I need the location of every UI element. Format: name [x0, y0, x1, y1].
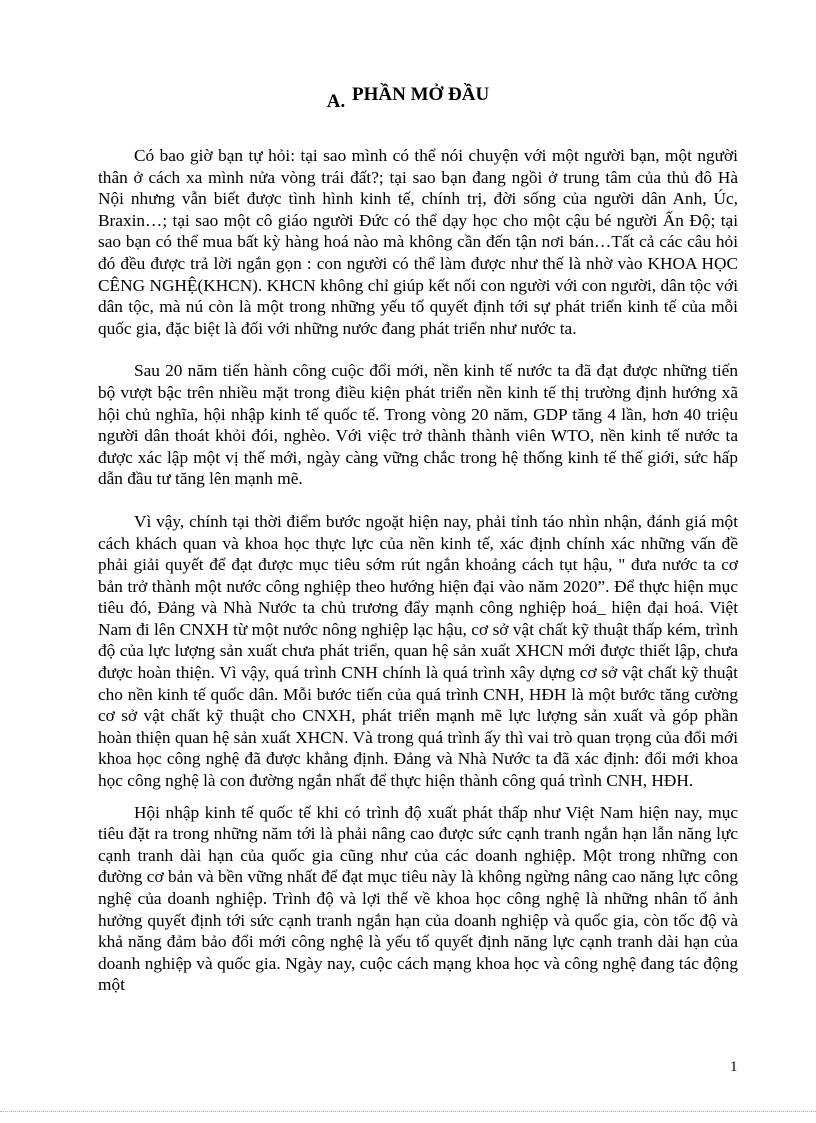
- page-break-divider: [0, 1111, 816, 1112]
- section-number: A.: [326, 91, 346, 112]
- paragraph: Sau 20 năm tiến hành công cuộc đổi mới, nền kinh tế nước ta đã đạt được những tiến bộ vượt bậc trên nhiều mặt trong điều kiện phát triển nền kinh tế thị trường định hướng xã hội chủ nghĩa, hội nhập kinh tế quốc tế. Trong vòng 20 năm, GDP tăng 4 lần, hơn 40 triệu người dân thoát khỏi đói, nghèo. Với việc trở thành thành viên WTO, nền kinh tế nước ta được xác lập một vị thế mới, ngày càng vững chắc trong hệ thống kinh tế thế giới, sức hấp dẫn đầu tư tăng lên mạnh mẽ.: [98, 361, 738, 489]
- paragraph: Có bao giờ bạn tự hỏi: tại sao mình có thể nói chuyện với một người bạn, một người thân ở cách xa mình nửa vòng trái đất?; tại sao bạn đang ngồi ở trung tâm của thủ đô Hà Nội nhưng vẫn biết được tình hình kinh tế, chính trị, đời sống của người dân Anh, Úc, Braxin…; tại sao một cô giáo người Đức có thể dạy học cho một cậu bé người Ấn Độ; tại sao bạn có thể mua bất kỳ hàng hoá nào mà không cần đến tận nơi bán…Tất cả các câu hỏi đó đều được trả lời ngắn gọn : con người có thể làm được như thế là nhờ vào KHOA HỌC CÊNG NGHỆ(KHCN). KHCN không chỉ giúp kết nối con người với con người, dân tộc với dân tộc, mà nú còn là một trong những yếu tố quyết định tới sự phát triển kinh tế của mỗi quốc gia, đặc biệt là đối với những nước đang phát triển như nước ta.: [98, 146, 738, 338]
- paragraph: Vì vậy, chính tại thời điểm bước ngoặt hiện nay, phải tỉnh táo nhìn nhận, đánh giá một cách khách quan và khoa học thực lực của nền kinh tế, xác định chính xác những vấn đề phải giải quyết để đạt được mục tiêu sớm rút ngắn khoảng cách tụt hậu, " đưa nước ta cơ bản trở thành một nước công nghiệp theo hướng hiện đại vào năm 2020”. Để thực hiện mục tiêu đó, Đảng và Nhà Nước ta chủ trương đẩy mạnh công nghiệp hoá_ hiện đại hoá. Việt Nam đi lên CNXH từ một nước nông nghiệp lạc hậu, cơ sở vật chất kỹ thuật thấp kém, trình độ của lực lượng sản xuất chưa phát triển, quan hệ sản xuất XHCN mới được thiết lập, chưa được hoàn thiện. Vì vậy, quá trình CNH chính là quá trình xây dựng cơ sở vật chất kỹ thuật cho nền kinh tế quốc dân. Mỗi bước tiến của quá trình CNH, HĐH là một bước tăng cường cơ sở vật chất kỹ thuật cho CNXH, phát triển mạnh mẽ lực lượng sản xuất và góp phần hoàn thiện quan hệ sản xuất XHCN. Và trong quá trình ấy thì vai trò quan trọng của đổi mới khoa học công nghệ đã được khẳng định. Đảng và Nhà Nước ta đã xác định: đổi mới khoa học công nghệ là con đường ngắn nhất để thực hiện thành công quá trình CNH, HĐH.: [98, 511, 738, 791]
- paragraph: Hội nhập kinh tế quốc tế khi có trình độ xuất phát thấp như Việt Nam hiện nay, mục tiêu đặt ra trong những năm tới là phải nâng cao được sức cạnh tranh ngắn hạn lẫn năng lực cạnh tranh dài hạn của quốc gia cũng như của các doanh nghiệp. Một trong những con đường cơ bản và bền vững nhất để đạt mục tiêu này là không ngừng nâng cao năng lực công nghệ của doanh nghiệp. Trình độ và lợi thế về khoa học công nghệ là những nhân tố ảnh hưởng quyết định tới sức cạnh tranh ngắn hạn của doanh nghiệp và quốc gia, còn tốc độ và khả năng đảm bảo đổi mới công nghệ là yếu tố quyết định năng lực cạnh tranh dài hạn của doanh nghiệp và quốc gia. Ngày nay, cuộc cách mạng khoa học và công nghệ đang tác động một: [98, 802, 738, 995]
- page-number: 1: [730, 1059, 738, 1075]
- body-text: [98, 145, 738, 996]
- section-title: PHẦN MỞ ĐẦU: [352, 84, 490, 105]
- section-heading: [0, 84, 816, 112]
